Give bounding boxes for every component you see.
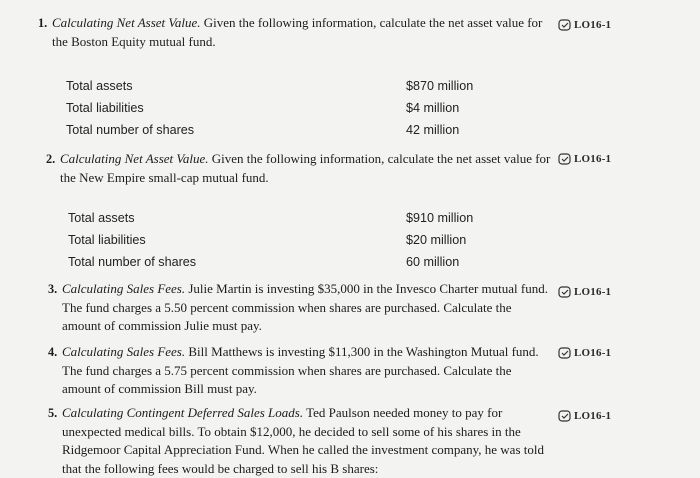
problem-line: The fund charges a 5.75 percent commission when shares are purchased. Calculate the xyxy=(62,362,512,378)
row-value: 60 million xyxy=(406,255,460,269)
learning-objective-icon xyxy=(558,410,571,422)
learning-objective-label: LO16-1 xyxy=(574,347,612,359)
problem-number: 1. xyxy=(38,16,48,30)
problem-title: Calculating Sales Fees. xyxy=(62,344,186,359)
learning-objective-tag[interactable] xyxy=(558,283,611,302)
data-table xyxy=(66,77,486,143)
table-row xyxy=(66,99,486,121)
table-row xyxy=(68,231,488,253)
problem-3 xyxy=(48,280,678,340)
row-value: 42 million xyxy=(406,123,460,137)
problem-text xyxy=(62,404,562,478)
data-table xyxy=(68,209,488,275)
problem-text xyxy=(52,14,552,51)
learning-objective-tag[interactable] xyxy=(558,344,611,363)
problem-line: Ted Paulson needed money to pay for xyxy=(303,405,503,420)
problem-line: amount of commission Julie must pay. xyxy=(62,318,262,333)
learning-objective-label: LO16-1 xyxy=(574,153,612,165)
learning-objective-icon xyxy=(558,286,571,298)
learning-objective-icon xyxy=(558,347,571,359)
learning-objective-label: LO16-1 xyxy=(574,19,612,31)
problem-number: 4. xyxy=(48,345,58,359)
problem-line: the New Empire small-cap mutual fund. xyxy=(60,169,269,185)
row-label: Total number of shares xyxy=(66,123,195,137)
problem-line: amount of commission Bill must pay. xyxy=(62,381,257,396)
learning-objective-icon xyxy=(558,19,571,31)
row-label: Total assets xyxy=(66,79,133,93)
problem-line: Bill Matthews is investing $11,300 in the Washington Mutual fund. xyxy=(185,344,539,359)
problem-2 xyxy=(46,150,676,275)
problem-line: unexpected medical bills. To obtain $12,000, he decided to sell some of his shares in the xyxy=(62,423,521,439)
problem-number: 3. xyxy=(48,282,58,296)
problem-line: The fund charges a 5.50 percent commission when shares are purchased. Calculate the xyxy=(62,299,512,315)
problem-line: Julie Martin is investing $35,000 in the Invesco Charter mutual fund. xyxy=(185,281,548,296)
problem-title: Calculating Contingent Deferred Sales Loads. xyxy=(62,405,304,420)
problem-text xyxy=(62,343,562,399)
problem-line: Ridgemoor Capital Appreciation Fund. When he called the investment company, he was told xyxy=(62,442,544,457)
problem-number: 2. xyxy=(46,152,56,166)
learning-objective-tag[interactable] xyxy=(558,16,611,35)
row-value: $4 million xyxy=(406,101,460,115)
problem-line: Given the following information, calculate the net asset value for xyxy=(208,151,551,166)
table-row xyxy=(68,253,488,275)
problem-text xyxy=(62,280,562,336)
row-label: Total assets xyxy=(68,211,135,225)
problem-line: the Boston Equity mutual fund. xyxy=(52,33,216,49)
row-label: Total number of shares xyxy=(68,255,197,269)
problem-1 xyxy=(38,14,668,154)
problem-line: that the following fees would be charged to sell his B shares: xyxy=(62,460,379,476)
learning-objective-tag[interactable] xyxy=(558,150,611,169)
table-row xyxy=(66,77,486,99)
row-value: $910 million xyxy=(406,211,474,225)
learning-objective-label: LO16-1 xyxy=(574,286,612,298)
row-value: $870 million xyxy=(406,79,474,93)
problem-text xyxy=(60,150,560,187)
problem-number: 5. xyxy=(48,406,58,420)
problem-line: Given the following information, calculate the net asset value for xyxy=(200,15,543,30)
problem-4 xyxy=(48,343,678,403)
table-row xyxy=(68,209,488,231)
row-label: Total liabilities xyxy=(66,101,144,115)
table-row xyxy=(66,121,486,143)
learning-objective-label: LO16-1 xyxy=(574,410,612,422)
problem-title: Calculating Net Asset Value. xyxy=(60,151,209,166)
row-label: Total liabilities xyxy=(68,233,146,247)
row-value: $20 million xyxy=(406,233,467,247)
problem-5 xyxy=(48,404,678,478)
problem-title: Calculating Sales Fees. xyxy=(62,281,186,296)
learning-objective-icon xyxy=(558,153,571,165)
problem-title: Calculating Net Asset Value. xyxy=(52,15,201,30)
learning-objective-tag[interactable] xyxy=(558,407,611,426)
